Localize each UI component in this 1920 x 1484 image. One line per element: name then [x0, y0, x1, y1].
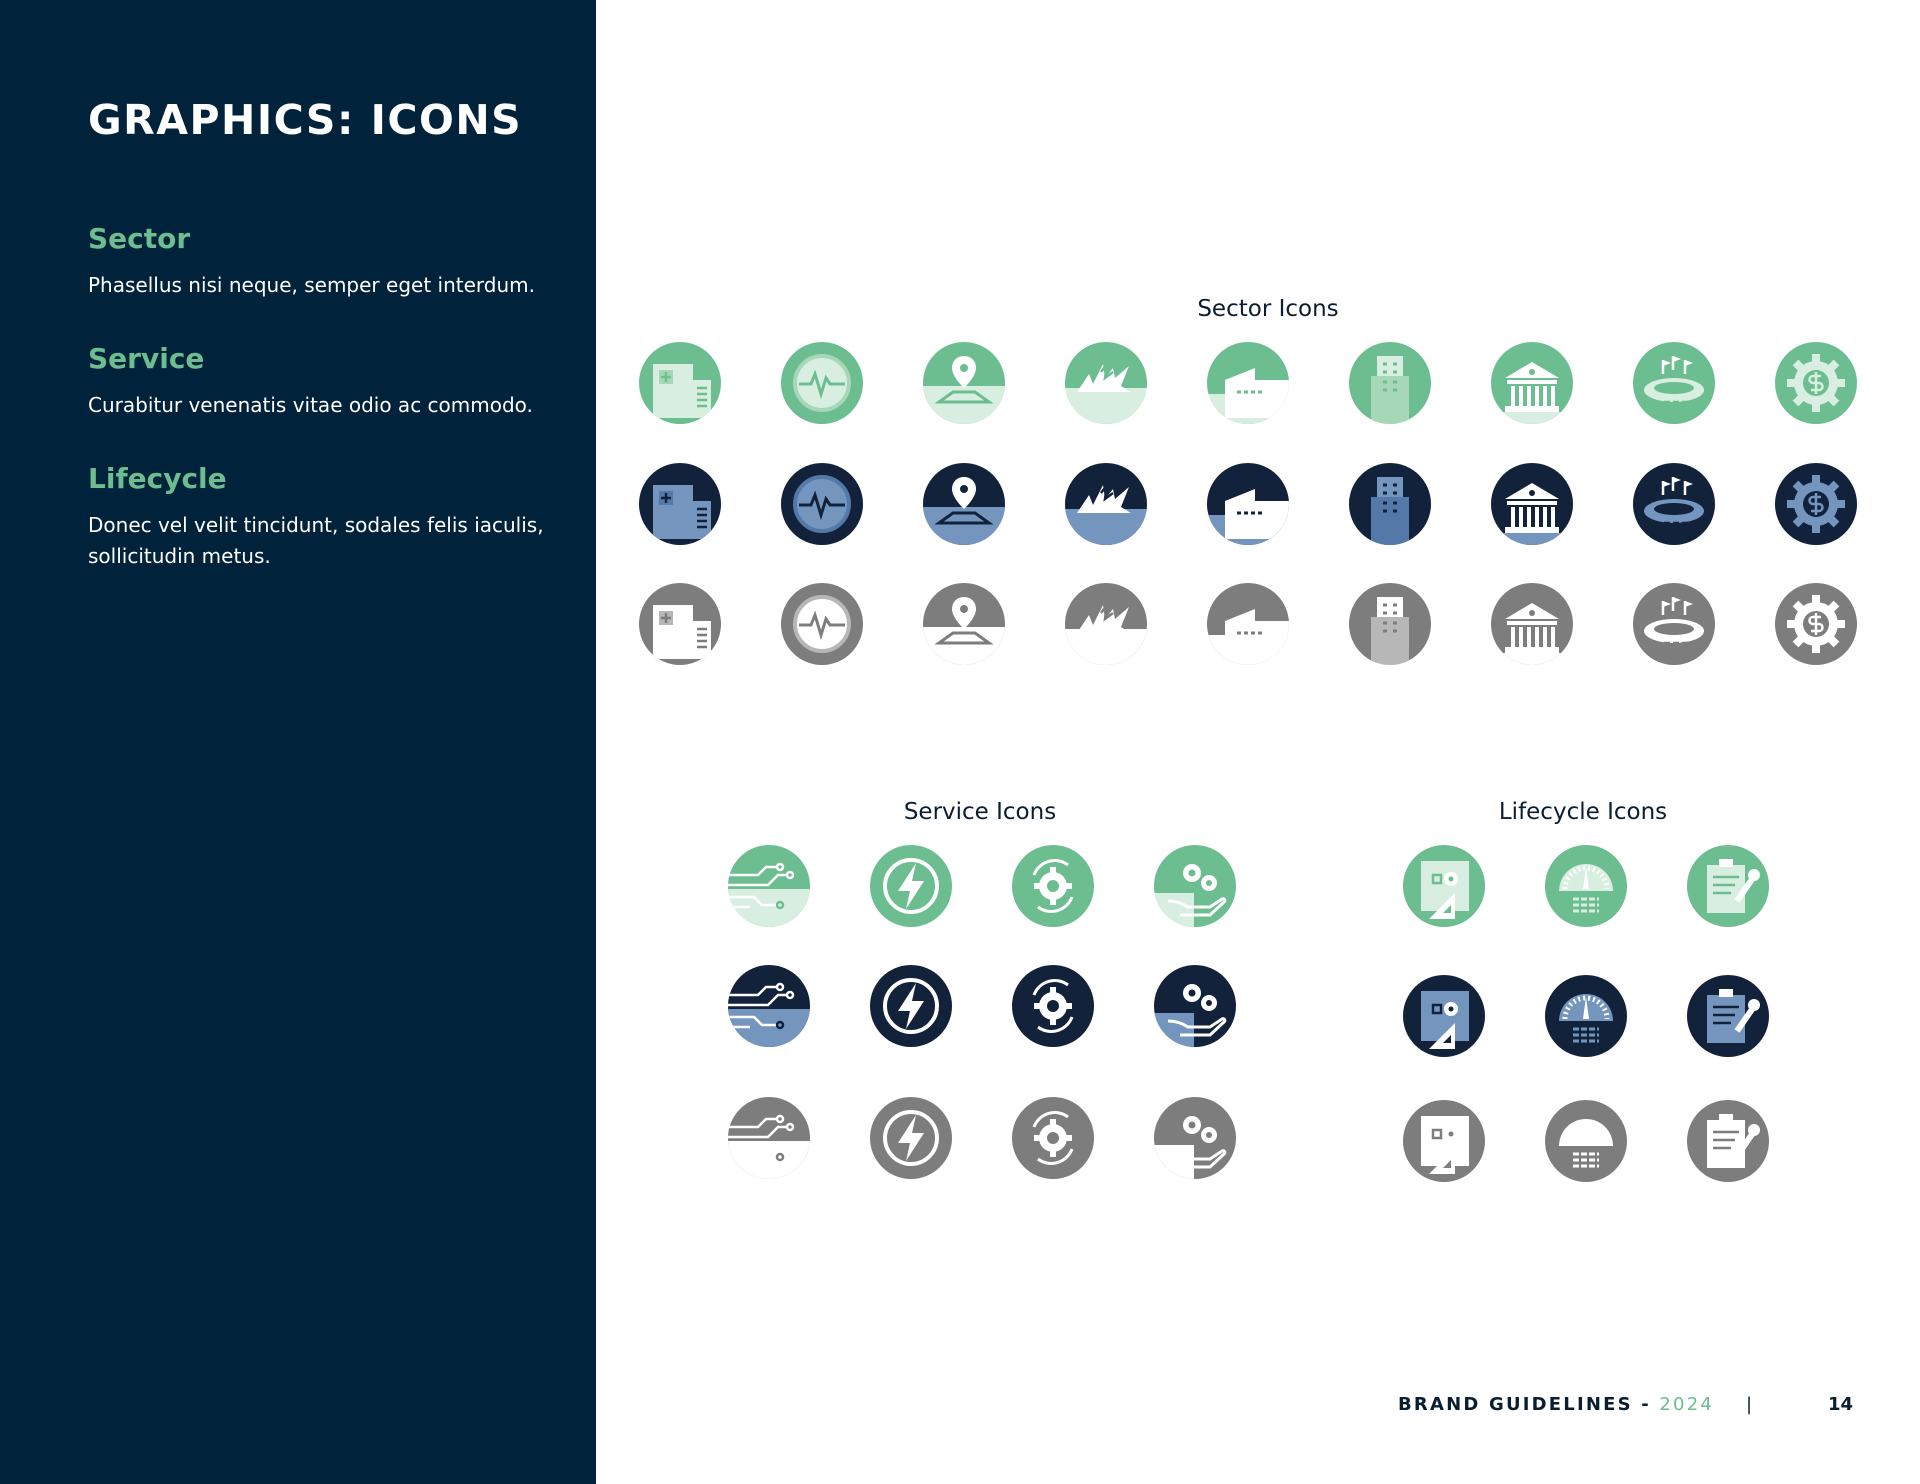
blueprint-icon [1403, 975, 1485, 1057]
government-building-icon [1491, 342, 1573, 424]
lightning-bolt-icon [870, 845, 952, 927]
gauge-meter-icon [1545, 1100, 1627, 1182]
location-pin-icon [923, 342, 1005, 424]
office-building-icon [1349, 342, 1431, 424]
factory-icon [1207, 583, 1289, 665]
service-heading: Service [88, 342, 205, 375]
sector-icons-title: Sector Icons [1197, 296, 1339, 322]
office-building-icon [1349, 583, 1431, 665]
hospital-icon [639, 342, 721, 424]
government-building-icon [1491, 583, 1573, 665]
stadium-icon [1633, 583, 1715, 665]
sidebar-panel [0, 0, 596, 1484]
circuit-icon [728, 1097, 810, 1179]
clipboard-wrench-icon [1687, 975, 1769, 1057]
page-number: 14 [1828, 1394, 1854, 1415]
heartbeat-monitor-icon [781, 342, 863, 424]
clipboard-wrench-icon [1687, 1100, 1769, 1182]
lifecycle-description: Donec vel velit tincidunt, sodales felis iaculis, sollicitudin metus. [88, 513, 544, 568]
gauge-meter-icon [1545, 975, 1627, 1057]
hand-gears-icon [1154, 1097, 1236, 1179]
hospital-icon [639, 583, 721, 665]
clipboard-wrench-icon [1687, 845, 1769, 927]
government-building-icon [1491, 463, 1573, 545]
heartbeat-monitor-icon [781, 463, 863, 545]
dollar-gear-icon [1775, 463, 1857, 545]
gear-cycle-icon [1012, 1097, 1094, 1179]
hospital-icon [639, 463, 721, 545]
page-title: GRAPHICS: ICONS [88, 96, 523, 144]
hand-gears-icon [1154, 965, 1236, 1047]
gear-cycle-icon [1012, 845, 1094, 927]
sector-description: Phasellus nisi neque, semper eget interdum. [88, 273, 535, 297]
heartbeat-monitor-icon [781, 583, 863, 665]
footer-brand-label: BRAND GUIDELINES - [1398, 1394, 1660, 1415]
sector-heading: Sector [88, 222, 191, 255]
service-description: Curabitur venenatis vitae odio ac commodo. [88, 393, 533, 417]
gear-cycle-icon [1012, 965, 1094, 1047]
lightning-burst-icon [1065, 463, 1147, 545]
circuit-icon [728, 845, 810, 927]
lightning-bolt-icon [870, 965, 952, 1047]
lifecycle-heading: Lifecycle [88, 462, 227, 495]
footer-brand [1398, 1394, 1714, 1415]
lightning-burst-icon [1065, 342, 1147, 424]
location-pin-icon [923, 583, 1005, 665]
dollar-gear-icon [1775, 342, 1857, 424]
factory-icon [1207, 463, 1289, 545]
dollar-gear-icon [1775, 583, 1857, 665]
blueprint-icon [1403, 845, 1485, 927]
stadium-icon [1633, 342, 1715, 424]
stadium-icon [1633, 463, 1715, 545]
gauge-meter-icon [1545, 845, 1627, 927]
lightning-burst-icon [1065, 583, 1147, 665]
service-icons-title: Service Icons [903, 799, 1057, 825]
footer-year: 2024 [1659, 1394, 1715, 1415]
lifecycle-icons-title: Lifecycle Icons [1498, 799, 1668, 825]
circuit-icon [728, 965, 810, 1047]
lightning-bolt-icon [870, 1097, 952, 1179]
location-pin-icon [923, 463, 1005, 545]
hand-gears-icon [1154, 845, 1236, 927]
blueprint-icon [1403, 1100, 1485, 1182]
office-building-icon [1349, 463, 1431, 545]
factory-icon [1207, 342, 1289, 424]
footer-separator: | [1746, 1394, 1753, 1415]
